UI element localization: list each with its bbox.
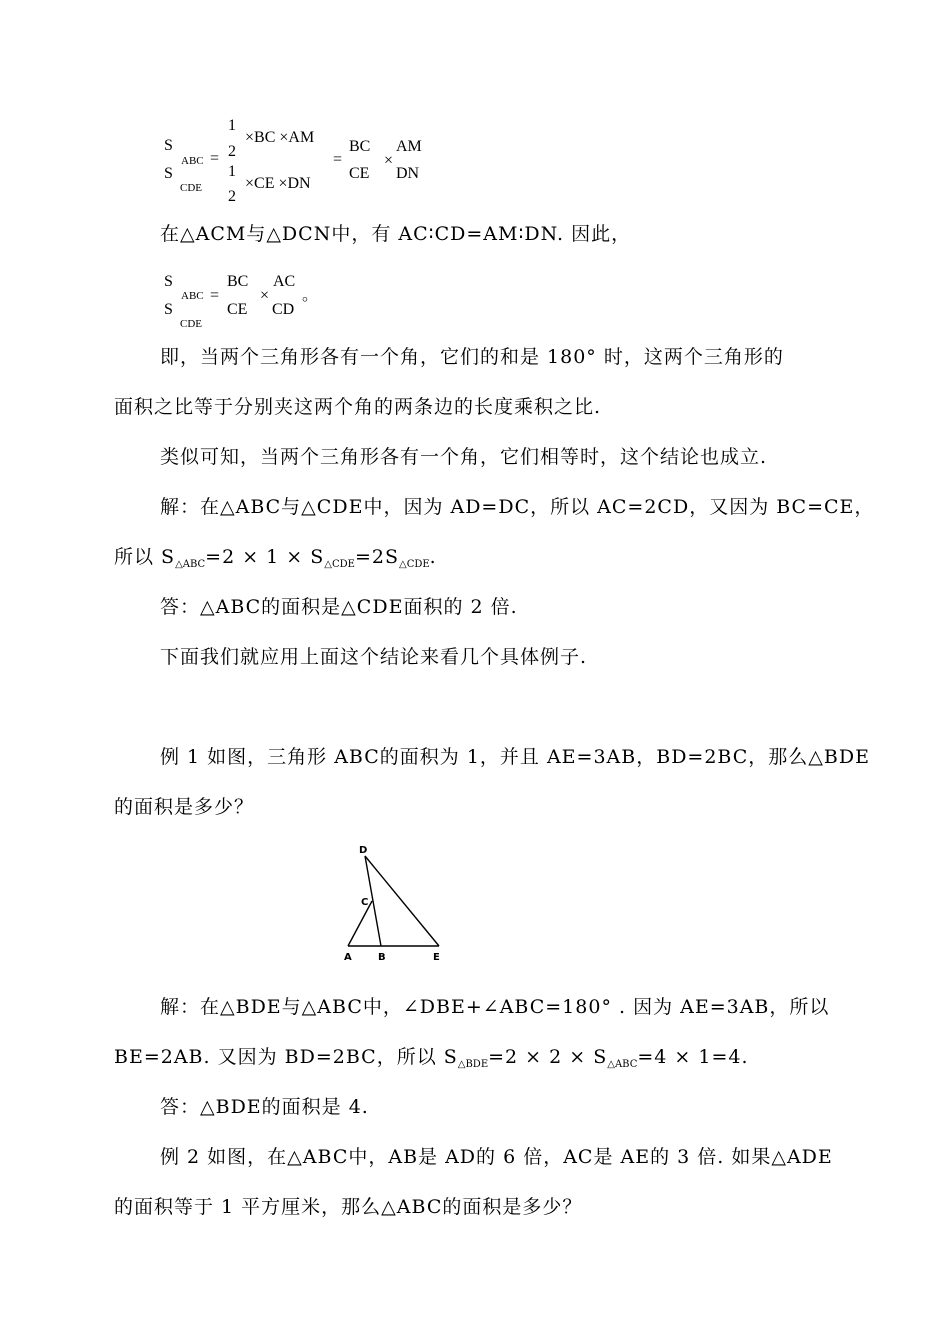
- bottom-terms: ×CE ×DN: [245, 175, 311, 192]
- half-denominator-bottom: 2: [228, 188, 236, 205]
- formula2-r1-num: BC: [227, 273, 249, 290]
- ratio2-numerator: AM: [396, 138, 422, 155]
- sol1-mid2: =2S: [354, 546, 399, 568]
- formula-equals-2: =: [333, 151, 343, 168]
- sol1-mid1: =2 × 1 × S: [205, 546, 325, 568]
- sol1-pre: 所以 S: [114, 546, 176, 568]
- intro-examples: 下面我们就应用上面这个结论来看几个具体例子.: [160, 646, 588, 668]
- top-terms: ×BC ×AM: [245, 129, 315, 146]
- ratio1-numerator: BC: [349, 138, 371, 155]
- formula-s-bottom: S: [164, 165, 173, 182]
- solution-1-line1: 解：在△ABC与△CDE中，因为 AD=DC，所以 AC=2CD，又因为 BC=CE，: [160, 496, 875, 518]
- label-d: D: [359, 845, 368, 856]
- formula2-s-bottom: S: [164, 301, 173, 318]
- formula-s-top: S: [164, 137, 173, 154]
- formula2-period: 。: [302, 287, 319, 304]
- label-c: C: [361, 897, 369, 908]
- area-ratio-formula-2: [0, 260, 950, 340]
- solution-2-line2: [114, 1045, 749, 1077]
- answer-1: 答：△ABC的面积是△CDE面积的 2 倍.: [160, 596, 518, 618]
- example-1-line1: 例 1 如图，三角形 ABC的面积为 1，并且 AE=3AB，BD=2BC，那么△BDE: [160, 746, 870, 768]
- answer-2: 答：△BDE的面积是 4.: [160, 1096, 369, 1118]
- segment-ac: [348, 901, 372, 946]
- sol1-sub1: △ABC: [175, 559, 206, 570]
- area-ratio-formula-1: [0, 0, 950, 210]
- half-numerator-bottom: 1: [228, 163, 236, 180]
- solution-2-line1: 解：在△BDE与△ABC中，∠DBE+∠ABC=180° . 因为 AE=3AB，所以: [160, 996, 830, 1018]
- segment-de: [365, 856, 439, 946]
- label-a: A: [344, 952, 352, 963]
- ratio1-denominator: CE: [349, 165, 370, 182]
- example-2-line2: 的面积等于 1 平方厘米，那么△ABC的面积是多少？: [114, 1196, 583, 1218]
- sol1-sub2: △CDE: [324, 559, 355, 570]
- sol2-sub2: △ABC: [607, 1059, 638, 1070]
- sol2-post: =4 × 1=4.: [637, 1046, 749, 1068]
- formula2-r2-num: AC: [273, 273, 296, 290]
- half-denominator-top: 2: [228, 143, 236, 160]
- formula2-sub-cde: CDE: [180, 318, 202, 330]
- formula2-r1-den: CE: [227, 301, 248, 318]
- label-e: E: [433, 952, 440, 963]
- line-acm-dcn: 在△ACM与△DCN中，有 AC∶CD=AM∶DN. 因此，: [160, 223, 632, 245]
- sol1-post: .: [429, 546, 437, 568]
- sol2-mid1: =2 × 2 × S: [488, 1046, 608, 1068]
- paragraph-similar: 类似可知，当两个三角形各有一个角，它们相等时，这个结论也成立.: [160, 446, 768, 468]
- example-1-line2: 的面积是多少？: [114, 796, 255, 818]
- formula-sub-cde: CDE: [180, 182, 202, 194]
- sol2-sub1: △BDE: [457, 1059, 489, 1070]
- times-sign: ×: [384, 152, 394, 169]
- formula-equals: =: [210, 150, 220, 167]
- formula2-s-top: S: [164, 273, 173, 290]
- formula-sub-abc: ABC: [181, 155, 204, 167]
- label-b: B: [378, 952, 386, 963]
- formula2-sub-abc: ABC: [181, 290, 204, 302]
- sol2-pre: BE=2AB. 又因为 BD=2BC，所以 S: [114, 1046, 458, 1068]
- paragraph-conclusion-line2: 面积之比等于分别夹这两个角的两条边的长度乘积之比.: [114, 396, 602, 418]
- formula2-times: ×: [260, 287, 270, 304]
- formula2-equals: =: [210, 287, 220, 304]
- ratio2-denominator: DN: [396, 165, 420, 182]
- triangle-figure: [330, 835, 460, 970]
- formula2-r2-den: CD: [272, 301, 295, 318]
- paragraph-conclusion-line1: 即，当两个三角形各有一个角，它们的和是 180° 时，这两个三角形的: [160, 346, 784, 368]
- solution-1-line2: [114, 545, 437, 577]
- half-numerator-top: 1: [228, 117, 236, 134]
- sol1-sub3: △CDE: [399, 559, 430, 570]
- example-2-line1: 例 2 如图，在△ABC中，AB是 AD的 6 倍，AC是 AE的 3 倍. 如果△ADE: [160, 1146, 833, 1168]
